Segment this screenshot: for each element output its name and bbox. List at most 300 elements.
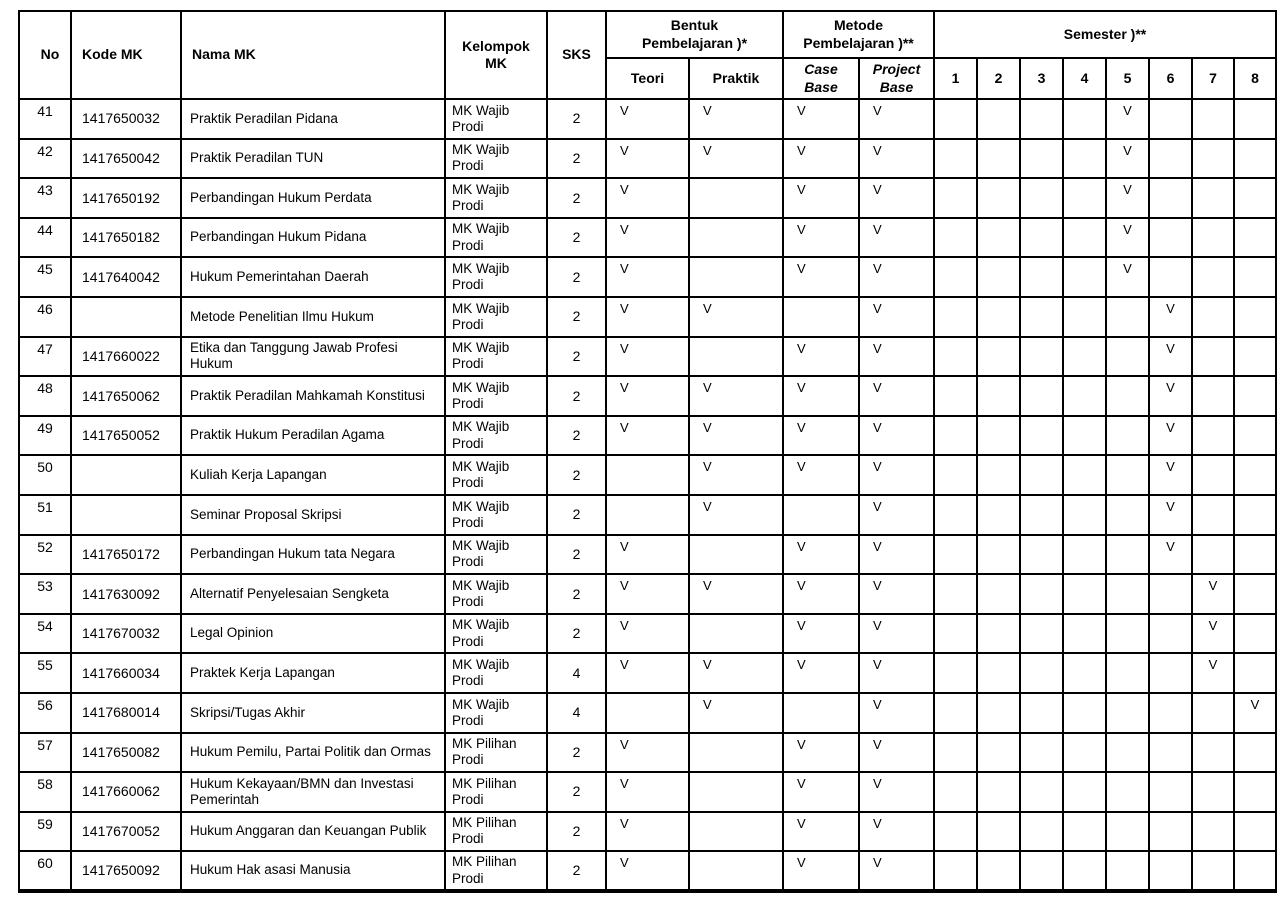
cell-semester <box>934 337 977 377</box>
cell-semester <box>977 574 1020 614</box>
cell-teori: V <box>606 535 689 575</box>
cell-kelompok-text: MK Wajib Prodi <box>452 617 510 649</box>
cell-teori: V <box>606 812 689 852</box>
cell-semester <box>1063 376 1106 416</box>
table-row <box>19 99 1276 139</box>
cell-semester <box>1234 139 1276 179</box>
cell-project-base: V <box>859 257 934 297</box>
cell-kelompok <box>445 574 547 614</box>
cell-semester <box>977 337 1020 377</box>
cell-semester <box>934 99 977 139</box>
cell-semester <box>1020 535 1063 575</box>
cell-no: 47 <box>19 337 71 377</box>
cell-nama: Skripsi/Tugas Akhir <box>181 693 445 733</box>
cell-kelompok <box>445 257 547 297</box>
cell-no: 51 <box>19 495 71 535</box>
cell-kelompok <box>445 693 547 733</box>
cell-project-base: V <box>859 693 934 733</box>
cell-kode: 1417650052 <box>71 416 181 456</box>
cell-kode: 1417650182 <box>71 218 181 258</box>
cell-semester <box>934 416 977 456</box>
cell-kelompok-text: MK Pilihan Prodi <box>452 775 517 807</box>
cell-no: 56 <box>19 693 71 733</box>
cell-kode: 1417660062 <box>71 772 181 812</box>
cell-semester <box>1106 376 1149 416</box>
cell-semester <box>934 376 977 416</box>
cell-praktik: V <box>689 376 783 416</box>
cell-case-base: V <box>783 178 859 218</box>
cell-semester <box>977 693 1020 733</box>
cell-project-base: V <box>859 99 934 139</box>
cell-nama: Hukum Hak asasi Manusia <box>181 851 445 891</box>
cell-semester <box>1149 772 1192 812</box>
cell-semester <box>1020 574 1063 614</box>
cell-case-base: V <box>783 337 859 377</box>
header-project-base: Project Base <box>859 58 934 99</box>
cell-semester <box>1234 851 1276 891</box>
cell-no: 55 <box>19 653 71 693</box>
cell-sks: 2 <box>547 614 606 654</box>
cell-no: 44 <box>19 218 71 258</box>
cell-semester <box>1063 139 1106 179</box>
cell-semester <box>977 257 1020 297</box>
cell-kelompok-text: MK Wajib Prodi <box>452 458 510 491</box>
cell-semester <box>1020 297 1063 337</box>
cell-semester <box>1234 99 1276 139</box>
cell-nama: Hukum Anggaran dan Keuangan Publik <box>181 812 445 852</box>
cell-project-base: V <box>859 297 934 337</box>
cell-semester: V <box>1106 257 1149 297</box>
cell-kode: 1417650082 <box>71 733 181 773</box>
cell-semester: V <box>1149 337 1192 377</box>
cell-praktik: V <box>689 297 783 337</box>
cell-kode <box>71 297 181 337</box>
cell-project-base: V <box>859 574 934 614</box>
table-row <box>19 495 1276 535</box>
cell-semester <box>934 693 977 733</box>
cell-sks: 2 <box>547 416 606 456</box>
cell-nama: Hukum Kekayaan/BMN dan Investasi Pemerintah <box>181 772 445 812</box>
cell-semester <box>1192 693 1234 733</box>
cell-semester <box>1063 653 1106 693</box>
cell-semester <box>1192 376 1234 416</box>
header-no: No <box>19 11 71 99</box>
cell-project-base: V <box>859 376 934 416</box>
cell-semester <box>1149 812 1192 852</box>
cell-semester: V <box>1192 574 1234 614</box>
table-row <box>19 614 1276 654</box>
cell-case-base <box>783 693 859 733</box>
cell-nama: Praktik Hukum Peradilan Agama <box>181 416 445 456</box>
cell-semester <box>1106 297 1149 337</box>
cell-semester <box>977 376 1020 416</box>
cell-semester: V <box>1149 297 1192 337</box>
cell-kelompok <box>445 772 547 812</box>
cell-semester <box>977 455 1020 495</box>
table-row <box>19 218 1276 258</box>
cell-semester <box>1234 812 1276 852</box>
cell-praktik <box>689 337 783 377</box>
cell-semester <box>1106 772 1149 812</box>
cell-sks: 2 <box>547 376 606 416</box>
cell-semester <box>934 851 977 891</box>
cell-kelompok-text: MK Wajib Prodi <box>452 221 510 253</box>
cell-semester <box>1234 772 1276 812</box>
curriculum-table <box>18 10 1277 893</box>
cell-kelompok <box>445 139 547 179</box>
cell-project-base: V <box>859 851 934 891</box>
cell-kode: 1417650032 <box>71 99 181 139</box>
cell-semester <box>1149 99 1192 139</box>
cell-semester <box>1192 733 1234 773</box>
cell-semester <box>1063 337 1106 377</box>
cell-semester <box>1192 99 1234 139</box>
cell-teori: V <box>606 772 689 812</box>
cell-semester <box>1020 416 1063 456</box>
cell-semester <box>1192 337 1234 377</box>
cell-semester <box>1020 772 1063 812</box>
cell-semester: V <box>1106 218 1149 258</box>
cell-semester <box>1020 139 1063 179</box>
cell-kode: 1417650192 <box>71 178 181 218</box>
cell-sks: 2 <box>547 257 606 297</box>
cell-kelompok-text: MK Wajib Prodi <box>452 340 510 372</box>
cell-praktik: V <box>689 99 783 139</box>
cell-praktik <box>689 535 783 575</box>
cell-semester <box>934 574 977 614</box>
cell-no: 57 <box>19 733 71 773</box>
cell-kode <box>71 455 181 495</box>
table-row <box>19 812 1276 852</box>
table-row <box>19 376 1276 416</box>
cell-nama: Hukum Pemerintahan Daerah <box>181 257 445 297</box>
cell-no: 60 <box>19 851 71 891</box>
cell-semester <box>977 772 1020 812</box>
cell-kelompok-text: MK Pilihan Prodi <box>452 815 517 847</box>
cell-semester <box>1192 416 1234 456</box>
cell-semester <box>1106 416 1149 456</box>
cell-kode: 1417660022 <box>71 337 181 377</box>
cell-semester <box>1234 535 1276 575</box>
header-praktik: Praktik <box>689 58 783 99</box>
cell-kode: 1417650062 <box>71 376 181 416</box>
cell-praktik <box>689 772 783 812</box>
cell-semester <box>1020 218 1063 258</box>
cell-semester <box>1192 535 1234 575</box>
cell-kelompok <box>445 851 547 891</box>
cell-praktik <box>689 257 783 297</box>
cell-project-base: V <box>859 139 934 179</box>
cell-semester <box>1192 297 1234 337</box>
cell-no: 59 <box>19 812 71 852</box>
cell-case-base: V <box>783 99 859 139</box>
cell-project-base: V <box>859 733 934 773</box>
cell-sks: 2 <box>547 733 606 773</box>
cell-kelompok-text: MK Wajib Prodi <box>452 379 510 411</box>
cell-semester <box>977 535 1020 575</box>
cell-kelompok-text: MK Wajib Prodi <box>452 181 510 213</box>
cell-semester <box>1020 495 1063 535</box>
cell-project-base: V <box>859 218 934 258</box>
cell-case-base: V <box>783 416 859 456</box>
cell-teori: V <box>606 653 689 693</box>
cell-semester <box>1063 614 1106 654</box>
cell-praktik <box>689 733 783 773</box>
cell-semester: V <box>1149 495 1192 535</box>
header-case-base: Case Base <box>783 58 859 99</box>
cell-semester <box>1063 535 1106 575</box>
cell-semester <box>1063 218 1106 258</box>
cell-sks: 2 <box>547 851 606 891</box>
cell-semester <box>1063 455 1106 495</box>
cell-semester <box>977 733 1020 773</box>
cell-semester <box>934 614 977 654</box>
cell-no: 41 <box>19 99 71 139</box>
cell-project-base: V <box>859 337 934 377</box>
cell-semester <box>1192 772 1234 812</box>
cell-praktik <box>689 614 783 654</box>
cell-semester <box>1234 455 1276 495</box>
cell-nama: Seminar Proposal Skripsi <box>181 495 445 535</box>
cell-semester <box>1063 772 1106 812</box>
cell-no: 48 <box>19 376 71 416</box>
cell-semester <box>934 455 977 495</box>
table-row <box>19 851 1276 891</box>
cell-semester <box>1149 257 1192 297</box>
header-metode-pembelajaran: Metode Pembelajaran )** <box>783 11 934 58</box>
cell-case-base: V <box>783 733 859 773</box>
cell-semester <box>977 297 1020 337</box>
cell-semester <box>1106 455 1149 495</box>
cell-semester: V <box>1192 653 1234 693</box>
cell-semester <box>977 851 1020 891</box>
cell-no: 46 <box>19 297 71 337</box>
cell-case-base <box>783 495 859 535</box>
cell-semester <box>1192 139 1234 179</box>
cell-kode: 1417650092 <box>71 851 181 891</box>
cell-nama: Alternatif Penyelesaian Sengketa <box>181 574 445 614</box>
cell-kode: 1417680014 <box>71 693 181 733</box>
cell-kelompok <box>445 614 547 654</box>
cell-kelompok-text: MK Wajib Prodi <box>452 300 510 332</box>
cell-semester <box>1020 812 1063 852</box>
cell-semester <box>1234 733 1276 773</box>
header-semester-1: 1 <box>934 58 977 99</box>
cell-semester <box>934 812 977 852</box>
cell-semester <box>1234 297 1276 337</box>
cell-case-base <box>783 297 859 337</box>
cell-nama: Kuliah Kerja Lapangan <box>181 455 445 495</box>
cell-semester <box>1192 257 1234 297</box>
cell-semester <box>1106 693 1149 733</box>
cell-case-base: V <box>783 772 859 812</box>
cell-project-base: V <box>859 614 934 654</box>
cell-semester <box>1234 257 1276 297</box>
cell-praktik: V <box>689 455 783 495</box>
cell-semester: V <box>1192 614 1234 654</box>
cell-case-base: V <box>783 455 859 495</box>
cell-semester: V <box>1106 99 1149 139</box>
cell-semester: V <box>1106 139 1149 179</box>
cell-project-base: V <box>859 535 934 575</box>
cell-no: 58 <box>19 772 71 812</box>
cell-semester <box>1192 218 1234 258</box>
cell-project-base: V <box>859 772 934 812</box>
cell-teori: V <box>606 614 689 654</box>
cell-semester <box>1234 495 1276 535</box>
cell-nama: Metode Penelitian Ilmu Hukum <box>181 297 445 337</box>
cell-nama: Praktik Peradilan TUN <box>181 139 445 179</box>
cell-sks: 4 <box>547 653 606 693</box>
cell-semester <box>1106 574 1149 614</box>
header-bentuk-pembelajaran: Bentuk Pembelajaran )* <box>606 11 783 58</box>
cell-kelompok <box>445 376 547 416</box>
cell-kelompok-text: MK Wajib Prodi <box>452 102 510 134</box>
cell-kode <box>71 495 181 535</box>
cell-semester <box>934 535 977 575</box>
cell-teori <box>606 693 689 733</box>
cell-semester <box>1149 653 1192 693</box>
cell-case-base: V <box>783 812 859 852</box>
cell-semester <box>1234 416 1276 456</box>
cell-teori: V <box>606 99 689 139</box>
header-semester-4: 4 <box>1063 58 1106 99</box>
cell-nama: Etika dan Tanggung Jawab Profesi Hukum <box>181 337 445 377</box>
cell-kode: 1417670032 <box>71 614 181 654</box>
cell-kode: 1417670052 <box>71 812 181 852</box>
cell-case-base: V <box>783 851 859 891</box>
cell-nama: Perbandingan Hukum tata Negara <box>181 535 445 575</box>
cell-kelompok <box>445 218 547 258</box>
table-row <box>19 139 1276 179</box>
cell-semester <box>1149 178 1192 218</box>
cell-kelompok <box>445 812 547 852</box>
cell-semester <box>1063 495 1106 535</box>
cell-semester <box>1149 733 1192 773</box>
header-sks: SKS <box>547 11 606 99</box>
cell-semester <box>1106 812 1149 852</box>
cell-semester <box>1106 653 1149 693</box>
cell-semester <box>1106 733 1149 773</box>
table-row <box>19 178 1276 218</box>
cell-semester <box>1020 851 1063 891</box>
table-row <box>19 693 1276 733</box>
header-semester-6: 6 <box>1149 58 1192 99</box>
cell-semester <box>1020 455 1063 495</box>
cell-teori: V <box>606 178 689 218</box>
cell-case-base: V <box>783 139 859 179</box>
cell-semester <box>1063 99 1106 139</box>
cell-case-base: V <box>783 653 859 693</box>
cell-semester <box>977 495 1020 535</box>
cell-semester <box>1149 139 1192 179</box>
cell-kode: 1417640042 <box>71 257 181 297</box>
cell-semester <box>1020 257 1063 297</box>
cell-kelompok <box>445 297 547 337</box>
cell-semester <box>1063 574 1106 614</box>
cell-semester <box>1063 416 1106 456</box>
cell-semester <box>1234 218 1276 258</box>
cell-semester <box>1192 495 1234 535</box>
cell-semester <box>934 297 977 337</box>
cell-case-base: V <box>783 574 859 614</box>
cell-no: 54 <box>19 614 71 654</box>
cell-kelompok-text: MK Wajib Prodi <box>452 656 510 689</box>
header-semester-3: 3 <box>1020 58 1063 99</box>
cell-semester <box>1234 178 1276 218</box>
cell-semester: V <box>1234 693 1276 733</box>
cell-semester <box>1149 851 1192 891</box>
cell-teori: V <box>606 337 689 377</box>
cell-semester <box>1234 614 1276 654</box>
cell-praktik: V <box>689 574 783 614</box>
cell-semester <box>1063 733 1106 773</box>
cell-kelompok-text: MK Wajib Prodi <box>452 577 510 609</box>
cell-sks: 2 <box>547 455 606 495</box>
cell-teori: V <box>606 376 689 416</box>
header-semester-2: 2 <box>977 58 1020 99</box>
table-row <box>19 733 1276 773</box>
cell-semester <box>1192 851 1234 891</box>
cell-teori: V <box>606 416 689 456</box>
cell-project-base: V <box>859 178 934 218</box>
cell-nama: Perbandingan Hukum Pidana <box>181 218 445 258</box>
cell-nama: Praktik Peradilan Mahkamah Konstitusi <box>181 376 445 416</box>
cell-semester <box>1234 653 1276 693</box>
cell-semester <box>934 139 977 179</box>
cell-praktik <box>689 851 783 891</box>
cell-semester <box>1192 455 1234 495</box>
cell-no: 43 <box>19 178 71 218</box>
cell-case-base: V <box>783 614 859 654</box>
cell-project-base: V <box>859 653 934 693</box>
cell-project-base: V <box>859 416 934 456</box>
cell-semester <box>1063 851 1106 891</box>
table-header <box>19 11 1276 99</box>
cell-kelompok-text: MK Wajib Prodi <box>452 696 510 728</box>
table-row <box>19 337 1276 377</box>
cell-kelompok-text: MK Wajib Prodi <box>452 538 510 570</box>
cell-sks: 2 <box>547 337 606 377</box>
cell-semester <box>1234 376 1276 416</box>
cell-semester: V <box>1106 178 1149 218</box>
cell-teori: V <box>606 218 689 258</box>
cell-semester <box>1106 495 1149 535</box>
cell-semester <box>934 495 977 535</box>
table-row <box>19 653 1276 693</box>
cell-kelompok <box>445 416 547 456</box>
cell-sks: 2 <box>547 297 606 337</box>
cell-semester <box>1149 574 1192 614</box>
header-semester-8: 8 <box>1234 58 1276 99</box>
header-nama-mk: Nama MK <box>181 11 445 99</box>
cell-praktik: V <box>689 495 783 535</box>
table-row <box>19 297 1276 337</box>
cell-semester <box>1149 614 1192 654</box>
cell-no: 52 <box>19 535 71 575</box>
cell-kelompok-text: MK Wajib Prodi <box>452 260 510 293</box>
cell-sks: 2 <box>547 535 606 575</box>
cell-case-base: V <box>783 535 859 575</box>
cell-nama: Legal Opinion <box>181 614 445 654</box>
cell-semester <box>977 99 1020 139</box>
cell-kelompok <box>445 455 547 495</box>
cell-semester <box>1106 851 1149 891</box>
table-row <box>19 257 1276 297</box>
cell-semester <box>977 812 1020 852</box>
cell-semester <box>934 653 977 693</box>
cell-semester <box>934 178 977 218</box>
